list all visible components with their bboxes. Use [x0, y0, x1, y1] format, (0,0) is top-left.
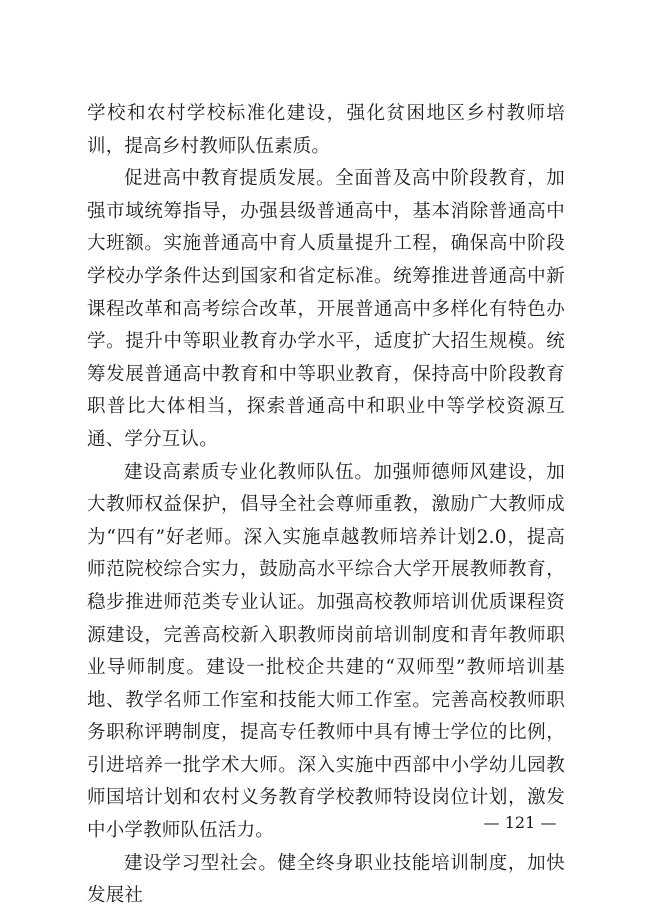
- paragraph-learning-society: 建设学习型社会。健全终身职业技能培训制度，加快发展社: [87, 852, 565, 907]
- page-number: — 121 —: [483, 813, 557, 832]
- paragraph-continuation: 学校和农村学校标准化建设，强化贫困地区乡村教师培训，提高乡村教师队伍素质。: [87, 103, 565, 157]
- paragraph-high-school-education: 促进高中教育提质发展。全面普及高中阶段教育，加强市域统筹指导，办强县级普通高中，基本消除普通高中大班额。实施普通高中育人质量提升工程，确保高中阶段学校办学条件达到国家和省定标准。统筹推进普通高中新课程改革和高考综合改革，开展普通高中多样化有特色办学。提升中等职业教育办学水平，适度扩大招生规模。统筹发展普通高中教育和中等职业教育，保持高中阶段教育职普比大体相当，探索普通高中和职业中等学校资源互通、学分互认。: [87, 168, 565, 450]
- body-text: [87, 98, 565, 913]
- paragraph-teacher-workforce: 建设高素质专业化教师队伍。加强师德师风建设，加大教师权益保护，倡导全社会尊师重教，激励广大教师成为“四有”好老师。深入实施卓越教师培养计划2.0，提高师范院校综合实力，鼓励高水平综合大学开展教师教育，稳步推进师范类专业认证。加强高校教师培训优质课程资源建设，完善高校新入职教师岗前培训制度和青年教师职业导师制度。建设一批校企共建的“双师型”教师培训基地、教学名师工作室和技能大师工作室。完善高校教师职务职称评聘制度，提高专任教师中具有博士学位的比例，引进培养一批学术大师。深入实施中西部中小学幼儿园教师国培计划和农村义务教育学校教师特设岗位计划，激发中小学教师队伍活力。: [87, 461, 565, 842]
